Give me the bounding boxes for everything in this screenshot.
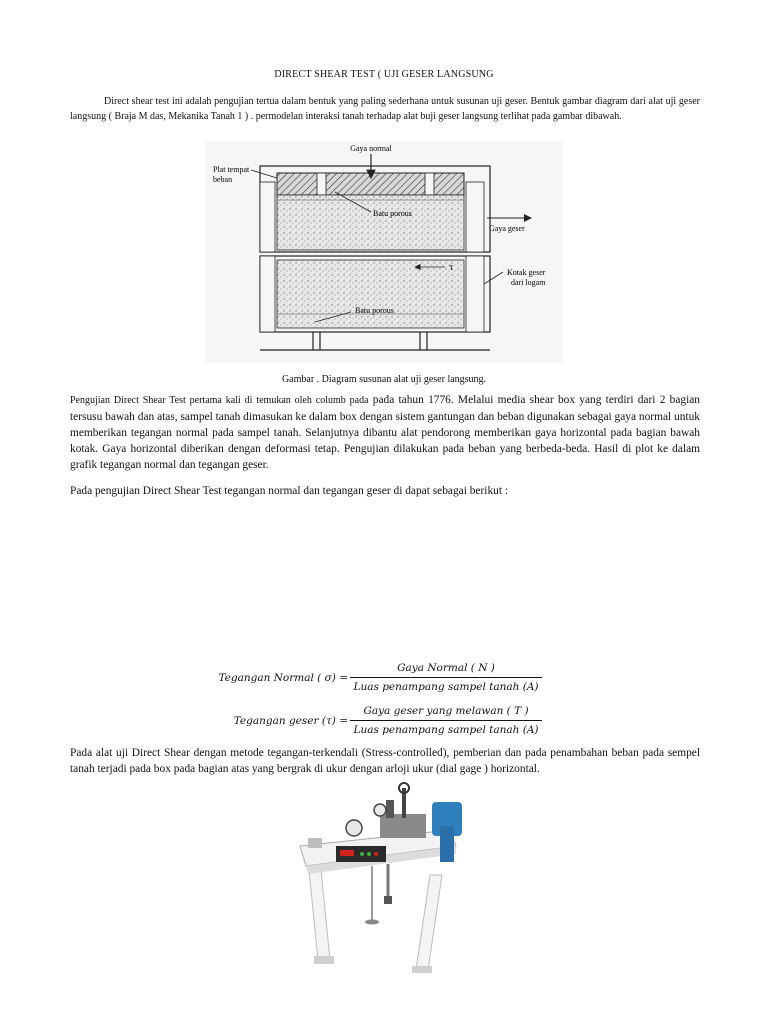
eq1-denominator: Luas penampang sampel tanah (A) bbox=[353, 681, 539, 693]
eq1-lhs: Tegangan Normal ( σ) = bbox=[218, 672, 348, 684]
eq1-numerator: Gaya Normal ( N ) bbox=[397, 662, 495, 674]
label-box-2: dari logam bbox=[511, 278, 546, 287]
label-shear-force: Gaya geser bbox=[489, 224, 525, 233]
eq2-denominator: Luas penampang sampel tanah (A) bbox=[353, 724, 539, 736]
direct-shear-apparatus-photo bbox=[290, 780, 480, 975]
paragraph-formula-intro: Pada pengujian Direct Shear Test tegangan normal dan tegangan geser di dapat sebagai berikut : bbox=[70, 485, 509, 497]
label-porous-top: Batu porous bbox=[373, 209, 412, 218]
label-porous-bottom: Batu porous bbox=[355, 306, 394, 315]
label-box-1: Kotak geser bbox=[507, 268, 546, 277]
label-tau: τ bbox=[449, 263, 454, 272]
intro-text: Direct shear test ini adalah pengujian tertua dalam bentuk yang paling sederhana untuk susunan uji geser. Bentuk gambar diagram dari alat uji geser langsung ( Braja M das, Mekanika Tanah 1 ) . permodelan interaksi tanah terhadap alat buji geser langsung terlihat pada gambar dibawah. bbox=[70, 96, 700, 122]
paragraph-history-small: Pengujian Direct Shear Test pertama kali di temukan oleh columb pada bbox=[70, 395, 369, 406]
intro-paragraph bbox=[70, 94, 700, 124]
eq2-fraction-bar bbox=[350, 720, 542, 721]
equation-normal-stress bbox=[0, 660, 768, 700]
eq2-fraction bbox=[350, 703, 542, 738]
paragraph-history-rest: pada tahun 1776. Melalui media shear box yang terdiri dari 2 bagian tersusu bawah dan atas, sampel tanah dimasukan ke dalam box dengan sistem gantungan dan beban digunakan sebagai gaya normal untuk memberikan tegangan normal pada sampel tanah. Selanjutnya dibantu alat pendorong memberikan gaya horizontal pada bagian bawah kotak. Gaya horizontal diberikan dengan deformasi tetap. Pengujian dilakukan pada beban yang berbeda-beda. Hasil di plot ke dalam grafik tegangan normal dan tegangan geser. bbox=[70, 394, 700, 471]
eq2-numerator: Gaya geser yang melawan ( T ) bbox=[363, 705, 529, 717]
eq1-fraction bbox=[350, 660, 542, 695]
label-load-plate-2: beban bbox=[213, 175, 233, 184]
eq1-fraction-bar bbox=[350, 677, 542, 678]
label-load-plate-1: Plat tempat bbox=[213, 165, 250, 174]
label-normal-force: Gaya normal bbox=[350, 144, 392, 153]
shear-box-diagram bbox=[205, 142, 563, 362]
document-title: DIRECT SHEAR TEST ( UJI GESER LANGSUNG bbox=[274, 69, 494, 80]
paragraph-stress-controlled: Pada alat uji Direct Shear dengan metode tegangan-terkendali (Stress-controlled), pemberian dan pada penambahan beban pada sempel tanah terjadi pada box pada bagian atas yang bergrak di ukur dengan arloji ukur (dial gage ) horizontal. bbox=[70, 747, 700, 775]
equation-shear-stress bbox=[0, 703, 768, 743]
paragraph-history bbox=[70, 392, 700, 473]
figure-caption: Gambar . Diagram susunan alat uji geser langsung. bbox=[281, 374, 487, 385]
eq2-lhs: Tegangan geser (τ) = bbox=[233, 715, 348, 727]
